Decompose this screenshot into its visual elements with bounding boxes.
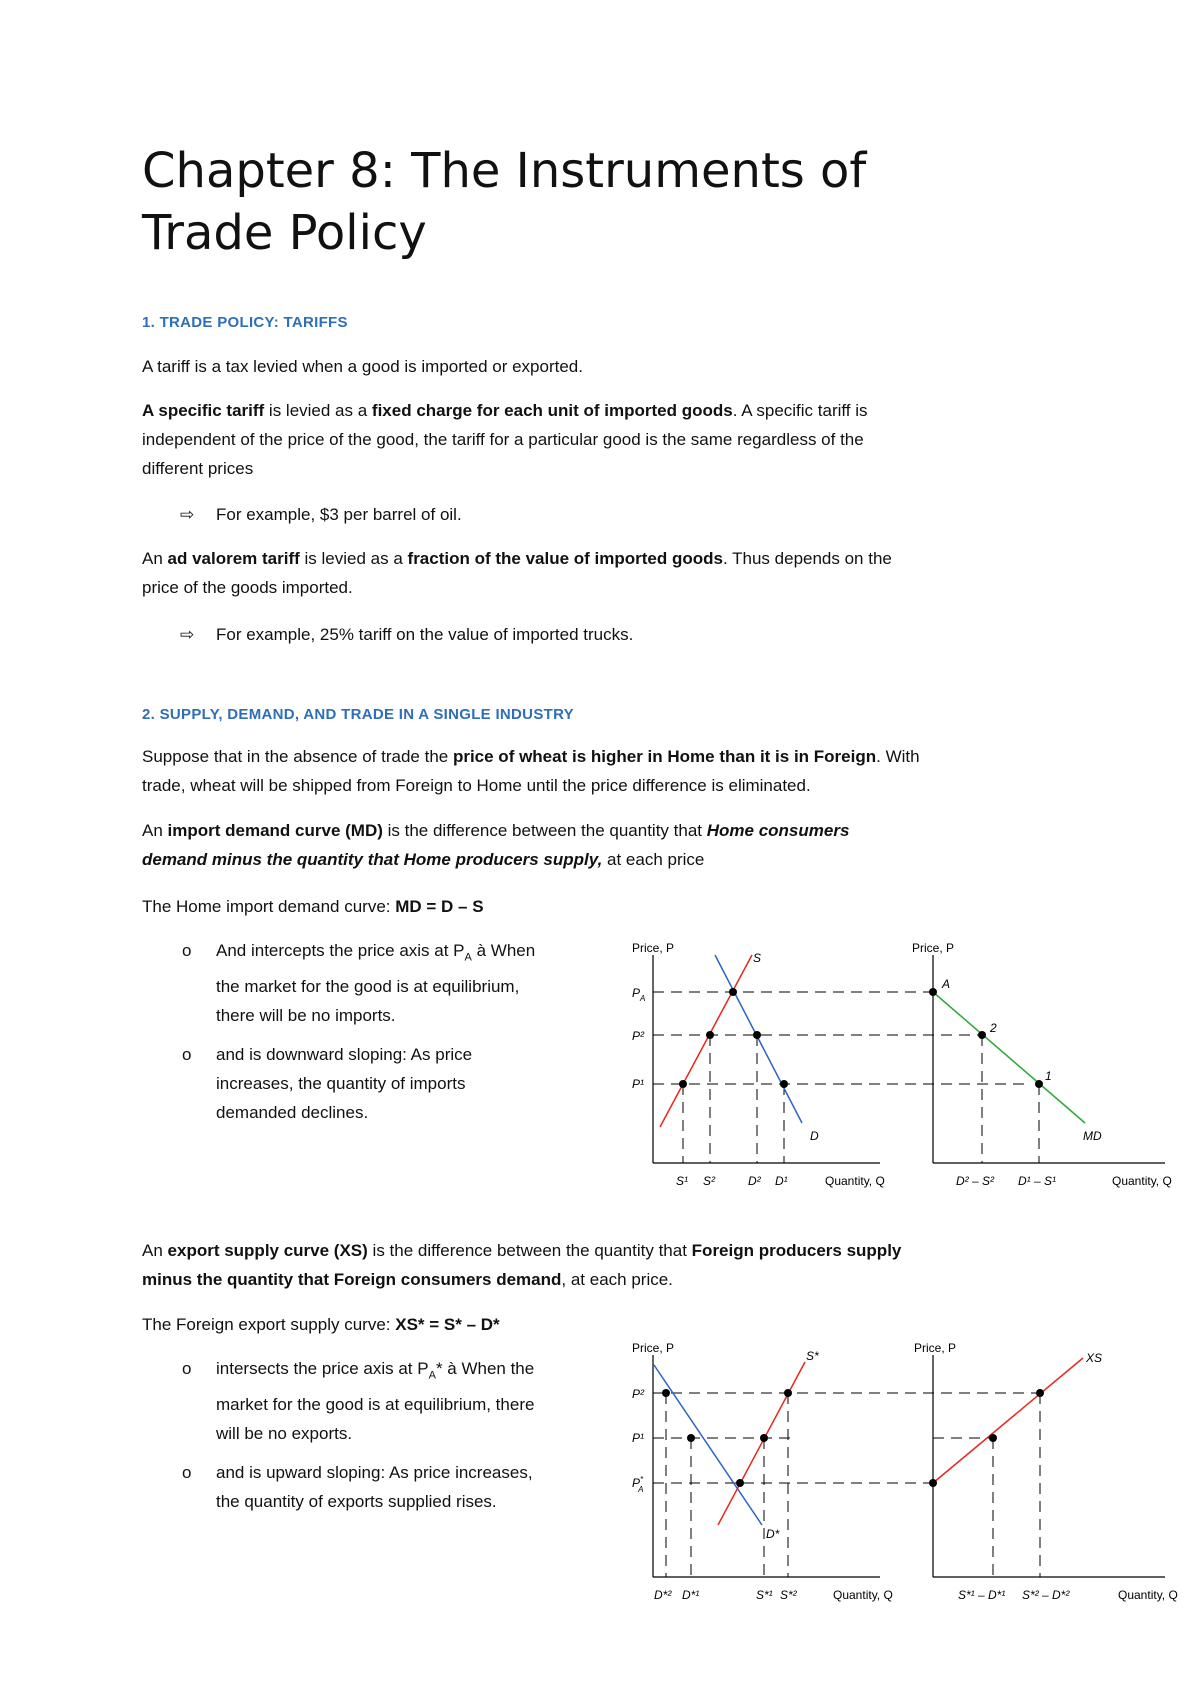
supply-label: S bbox=[753, 951, 762, 965]
circle-bullet-icon: o bbox=[182, 1359, 192, 1378]
demand-label: D* bbox=[766, 1527, 780, 1541]
md-label: MD bbox=[1083, 1129, 1102, 1143]
x-tick-s-star-1: S*¹ bbox=[756, 1588, 773, 1602]
page-title bbox=[142, 140, 1042, 264]
x-tick-d1: D¹ bbox=[775, 1174, 788, 1188]
y-axis-label: Price, P bbox=[912, 941, 955, 955]
xs-curve bbox=[933, 1358, 1083, 1483]
arrow-icon: ⇨ bbox=[180, 625, 195, 644]
xs-label: XS bbox=[1086, 1351, 1103, 1365]
x-axis-label: Quantity, Q bbox=[1112, 1174, 1172, 1188]
circle-bullet-icon: o bbox=[182, 1045, 192, 1064]
y-axis-label: Price, P bbox=[632, 941, 675, 955]
x-tick-s2: S² bbox=[703, 1174, 715, 1188]
y-axis-label: Price, P bbox=[632, 1341, 675, 1355]
x-axis-label: Quantity, Q bbox=[825, 1174, 885, 1188]
wheat-paragraph: Suppose that in the absence of trade the price of wheat is higher in Home than it is in Foreign. With trade, wheat will be shipped from Foreign to Home until the price difference is eliminated. bbox=[142, 747, 920, 795]
p2-label: P² bbox=[632, 1029, 644, 1043]
foreign-supply-curve bbox=[718, 1362, 805, 1525]
import-demand-figure bbox=[620, 935, 1190, 1190]
x-tick-s2-d2: S*² – D*² bbox=[1022, 1588, 1070, 1602]
point-1-label: 1 bbox=[1045, 1069, 1052, 1083]
specific-tariff-paragraph: A specific tariff is levied as a fixed charge for each unit of imported goods. A specific tariff is independent of the price of the good, the tariff for a particular good is the same regardless of the different prices bbox=[142, 401, 868, 478]
y-axis-label: Price, P bbox=[914, 1341, 957, 1355]
tariff-definition: A tariff is a tax levied when a good is imported or exported. bbox=[142, 357, 583, 376]
document-page: Chapter 8: The Instruments of Trade Policy 1. TRADE POLICY: TARIFFS A tariff is a tax levied when a good is imported or exported. A specific tariff is levied as a fixed charge for each unit of imported goods. A specific tariff is independent of the price of the good, the tariff for a particular good is the same regardless of the different prices ⇨ For example, $3 per barrel of oil. An ad valorem tariff is levied as a fraction of the value of imported goods. Thus depends on the price of the goods imported. ⇨ For example, 25% tariff on the value of imported trucks. 2. SUPPLY, DEMAND, AND TRADE IN A SINGLE INDUSTRY Suppose that in the absence of trade the price of wheat is higher in Home than it is in Foreign. With trade, wheat will be shipped from Foreign to Home until the price difference is eliminated. An import demand curve (MD) is the difference between the quantity that Home consumers demand minus the quantity that Home producers supply, at each price The Home import demand curve: MD = D – S o And intercepts the price axis at $P_A$ à When the market for the good is at equilibrium, there will be no imports. o and is downward sloping: As price increases, the quantity of imports demanded declines. Price, P Quantity, Q $P_A$ P² P¹ S D S¹ S² D² D¹ Price, P Quantity, Q A 2 1 MD D² – S² D¹ – S¹ An export supply curve (XS) is the difference between the quantity that Foreign producers supply minus the quantity that Foreign consumers demand, at each price. The Foreign export supply curve: XS* = S* – D* o intersects the price axis at $P_A*$ à When the market for the good is at equilibrium, there will be no exports. o and is upward sloping: As price increases, the quantity of exports supplied rises. Price, P Quantity, Q P² P¹ P* A S* D* D*² D*¹ S*¹ S*² Price, P Quantity, Q XS S*¹ – D*¹ S*² – D*² bbox=[0, 0, 1200, 1698]
x-tick-s-star-2: S*² bbox=[780, 1588, 797, 1602]
title-line-2: Trade Policy bbox=[142, 205, 427, 261]
x-tick-d2: D² bbox=[748, 1174, 761, 1188]
circle-bullet-icon: o bbox=[182, 941, 192, 960]
md-formula: The Home import demand curve: MD = D – S bbox=[142, 897, 484, 916]
import-demand-paragraph: An import demand curve (MD) is the difference between the quantity that Home consumers demand minus the quantity that Home producers supply, at each price bbox=[142, 821, 850, 869]
p1-label: P¹ bbox=[632, 1077, 644, 1091]
x-tick-d-star-2: D*² bbox=[654, 1588, 672, 1602]
demand-label: D bbox=[810, 1129, 819, 1143]
x-tick-s1-d1: S*¹ – D*¹ bbox=[958, 1588, 1006, 1602]
demand-curve bbox=[715, 955, 802, 1123]
supply-label: S* bbox=[806, 1349, 819, 1363]
p2-label: P² bbox=[632, 1387, 644, 1401]
x-tick-d-star-1: D*¹ bbox=[682, 1588, 700, 1602]
point-a-label: A bbox=[942, 977, 951, 991]
section-2-heading: 2. SUPPLY, DEMAND, AND TRADE IN A SINGLE INDUSTRY bbox=[142, 706, 574, 723]
export-supply-paragraph: An export supply curve (XS) is the difference between the quantity that Foreign producers supply minus the quantity that Foreign consumers demand, at each price. bbox=[142, 1241, 902, 1289]
foreign-demand-curve bbox=[654, 1365, 762, 1525]
point-2-label: 2 bbox=[990, 1021, 997, 1035]
circle-bullet-icon: o bbox=[182, 1463, 192, 1482]
export-supply-figure bbox=[620, 1340, 1190, 1605]
pa-star-label: P* A bbox=[632, 1475, 644, 1494]
supply-curve bbox=[660, 955, 752, 1127]
p1-label: P¹ bbox=[632, 1431, 644, 1445]
x-axis-label: Quantity, Q bbox=[833, 1588, 893, 1602]
title-line-1: Chapter 8: The Instruments of bbox=[142, 143, 867, 199]
ad-valorem-paragraph: An ad valorem tariff is levied as a fraction of the value of imported goods. Thus depends on the price of the goods imported. bbox=[142, 549, 892, 597]
section-1-heading: 1. TRADE POLICY: TARIFFS bbox=[142, 314, 348, 331]
x-tick-s1: S¹ bbox=[676, 1174, 688, 1188]
x-axis-label: Quantity, Q bbox=[1118, 1588, 1178, 1602]
xs-formula: The Foreign export supply curve: XS* = S* – D* bbox=[142, 1315, 500, 1334]
md-curve bbox=[933, 992, 1085, 1123]
x-tick-d1-s1: D¹ – S¹ bbox=[1018, 1174, 1057, 1188]
x-tick-d2-s2: D² – S² bbox=[956, 1174, 995, 1188]
arrow-icon: ⇨ bbox=[180, 505, 195, 524]
pa-label: $P_A$ bbox=[632, 986, 646, 1003]
